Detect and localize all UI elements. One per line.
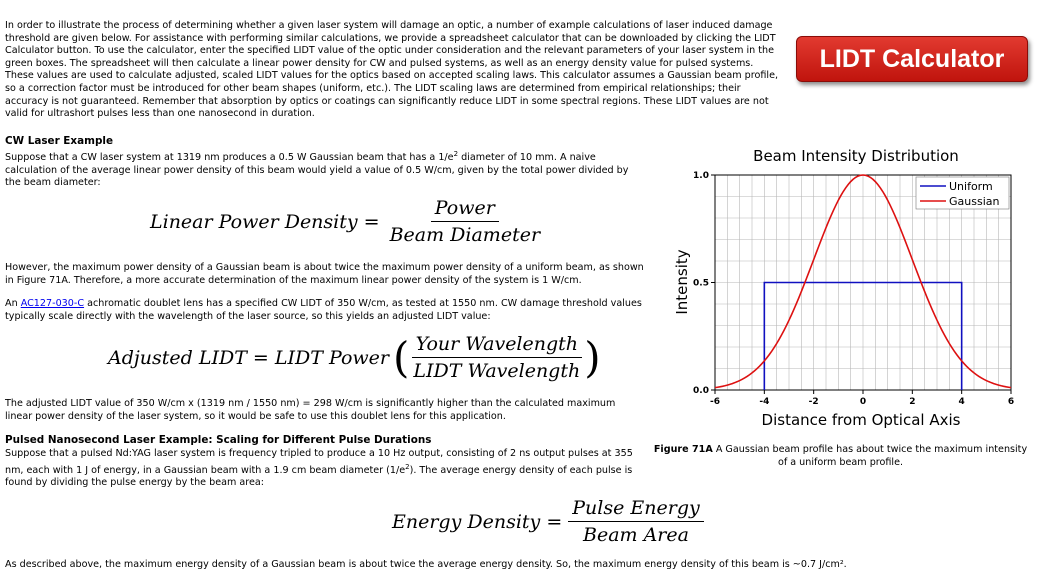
ac127-030-c-link[interactable]: AC127-030-C <box>20 298 85 309</box>
legend-label-gaussian: Gaussian <box>949 195 1000 208</box>
pulsed-paragraph-1: Suppose that a pulsed Nd:YAG laser system is frequency tripled to produce a 10 Hz output, consisting of 2 ns output pulses at 355 nm, each with 1 J of energy, in a Gaussian beam with a 1.9 cm beam diameter $(1/e^2)$. The average energy density of each pulse is found by dividing the pulse energy by the beam area: <box>5 448 633 489</box>
x-tick-label: -4 <box>759 397 770 407</box>
x-tick-label: 0 <box>859 397 867 407</box>
figure-caption <box>648 444 1033 469</box>
cw-paragraph-4: The adjusted LIDT value of 350 W/cm x (1319 nm / 1550 nm) = 298 W/cm is significantly higher than the calculated maximum linear power density of the laser system, so it would be safe to use this doublet lens for this application. <box>5 398 616 422</box>
x-tick-label: 2 <box>909 397 916 407</box>
lidt-calculator-button[interactable]: LIDT Calculator <box>796 36 1028 82</box>
chart-title: Beam Intensity Distribution <box>753 147 959 165</box>
legend-label-uniform: Uniform <box>949 180 993 193</box>
cw-paragraph-2: However, the maximum power density of a Gaussian beam is about twice the maximum power density of a uniform beam, as shown in Figure 71A. Therefore, a more accurate determination of the maximum linear power density of the system is 1 W/cm. <box>5 262 644 286</box>
x-tick-label: -2 <box>808 397 819 407</box>
x-tick-label: 6 <box>1007 397 1015 407</box>
equation-adjusted-lidt: Adjusted LIDT = LIDT Power ( $\frac{\text{Your Wavelength}}{\text{LIDT Wavelength}}$ ) <box>108 332 601 382</box>
eq1-denominator: Beam Diameter <box>389 224 541 246</box>
eq3-lhs: Energy Density = <box>392 510 563 533</box>
eq2-denominator: LIDT Wavelength <box>413 360 581 382</box>
y-tick-label: 0.0 <box>693 386 709 396</box>
eq3-denominator: Beam Area <box>583 524 689 546</box>
y-tick-label: 0.5 <box>693 278 709 289</box>
x-axis-label: Distance from Optical Axis <box>761 411 961 429</box>
intro-paragraph: In order to illustrate the process of determining whether a given laser system will damage an optic, a number of example calculations of laser induced damage threshold are given below. For assistance with performing similar calculations, we provide a spreadsheet calculator that can be downloaded by clicking the LIDT Calculator button. To use the calculator, enter the specified LIDT value of the optic under consideration and the relevant parameters of your laser system in the green boxes. The spreadsheet will then calculate a linear power density for CW and pulsed systems, as well as an energy density value for pulsed systems. These values are used to calculate adjusted, scaled LIDT values for the optics based on accepted scaling laws. This calculator assumes a Gaussian beam profile, so a correction factor must be introduced for other beam shapes (uniform, etc.). The LIDT scaling laws are determined from empirical relationships; their accuracy is not guaranteed. Remember that absorption by optics or coatings can significantly reduce LIDT in some spectral regions. These LIDT values are not valid for ultrashort pulses less than one nanosecond in duration. <box>5 20 779 120</box>
y-tick-label: 1.0 <box>693 171 709 181</box>
cw-paragraph-1: Suppose that a CW laser system at 1319 nm produces a 0.5 W Gaussian beam that has a $1/e^2$ diameter of 10 mm. A naive calculation of the average linear power density of this beam would yield a value of 0.5 W/cm, given by the total power divided by the beam diameter: <box>5 150 629 189</box>
cw-heading: CW Laser Example <box>5 135 113 147</box>
pulsed-heading: Pulsed Nanosecond Laser Example: Scaling for Different Pulse Durations <box>5 434 432 446</box>
x-tick-label: -6 <box>710 397 720 407</box>
x-tick-label: 4 <box>958 397 965 407</box>
y-axis-label: Intensity <box>673 249 691 315</box>
eq1-lhs: Linear Power Density = <box>150 210 380 233</box>
cw-paragraph-3: An AC127-030-C achromatic doublet lens has a specified CW LIDT of 350 W/cm, as tested at 1550 nm. CW damage threshold values typically scale directly with the wavelength of the laser source, so this yields an adjusted LIDT value: <box>5 298 642 322</box>
eq2-numerator: Your Wavelength <box>412 333 582 358</box>
figure-label: Figure 71A <box>653 444 713 455</box>
beam-intensity-chart <box>670 140 1030 432</box>
chart-legend <box>916 177 1009 209</box>
pulsed-paragraph-2: As described above, the maximum energy density of a Gaussian beam is about twice the average energy density. So, the maximum energy density of this beam is ~0.7 J/cm². <box>5 559 847 570</box>
equation-energy-density <box>392 497 704 546</box>
eq2-lhs: Adjusted LIDT = LIDT Power <box>108 346 389 369</box>
eq3-numerator: Pulse Energy <box>568 497 703 522</box>
eq1-numerator: Power <box>431 197 499 222</box>
equation-linear-power-density <box>150 197 544 246</box>
figure-caption-text: A Gaussian beam profile has about twice the maximum intensity of a uniform beam profile. <box>712 444 1028 468</box>
